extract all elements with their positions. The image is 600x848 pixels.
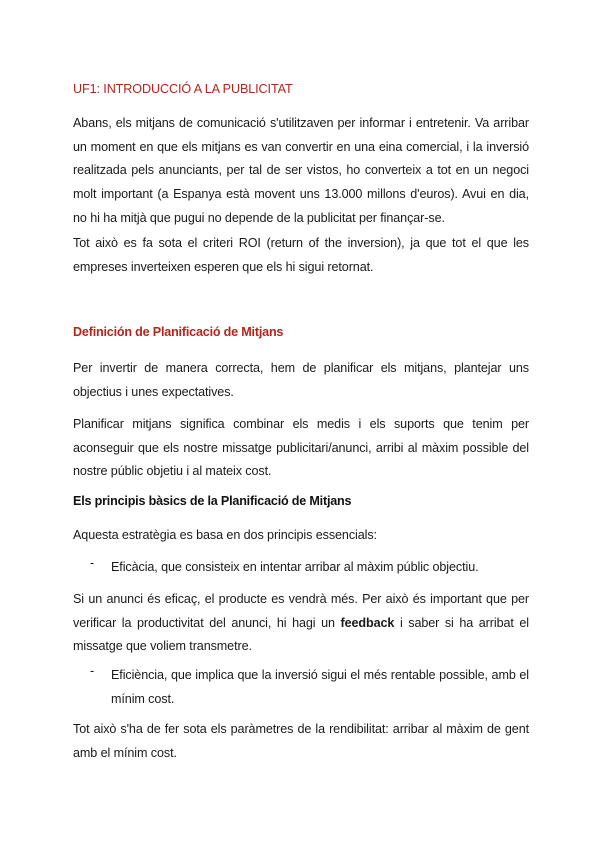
- efficacy-text-before: Si un anunci és eficaç, el producte es vendrà més. Per això és important que per verificar la productivitat del anunci, hi hagi un: [73, 592, 529, 630]
- section-heading: Definición de Planificació de Mitjans: [73, 325, 284, 339]
- closing-paragraph: Tot això s'ha de fer sota els paràmetres de la rendibilitat: arribar al màxim de gent amb el mínim cost.: [73, 722, 529, 760]
- bullet-marker: -: [90, 556, 95, 570]
- subsection-heading: Els principis bàsics de la Planificació de Mitjans: [73, 494, 352, 508]
- unit-title: UF1: INTRODUCCIÓ A LA PUBLICITAT: [73, 82, 293, 96]
- principle-efficiency: Eficiència, que implica que la inversió sigui el més rentable possible, amb el mínim cost.: [111, 668, 529, 706]
- feedback-term: feedback: [340, 615, 395, 630]
- efficacy-text-after: i saber si ha arribat el missatge que voliem transmetre.: [73, 615, 529, 654]
- section-paragraph-2: Planificar mitjans significa combinar els medis i els suports que tenim per aconseguir que els nostre missatge publicitari/anunci, arribi al màxim possible del nostre públic objetiu i al mateix cost.: [73, 417, 529, 479]
- bullet-marker: -: [90, 664, 95, 678]
- principle-efficacy: Eficàcia, que consisteix en intentar arribar al màxim públic objectiu.: [111, 560, 479, 574]
- efficacy-paragraph: [73, 588, 529, 659]
- strategy-intro: Aquesta estratègia es basa en dos principis essencials:: [73, 528, 377, 542]
- intro-paragraph-1: Abans, els mitjans de comunicació s'utilitzaven per informar i entretenir. Va arribar un moment en que els mitjans es van convertir en una eina comercial, i la inversió realitzada pels anunciants, per tal de ser vistos, ho converteix a tot en un negoci molt important (a Espanya està movent uns 13.000 millons d'euros). Avui en dia, no hi ha mitjà que pugui no depende de la publicitat per finançar-se.: [73, 116, 529, 225]
- intro-paragraph-2: Tot això es fa sota el criteri ROI (return of the inversion), ja que tot el que les empreses inverteixen esperen que els hi sigui retornat.: [73, 236, 529, 274]
- section-paragraph-1: Per invertir de manera correcta, hem de planificar els mitjans, plantejar uns objectius i unes expectatives.: [73, 361, 529, 399]
